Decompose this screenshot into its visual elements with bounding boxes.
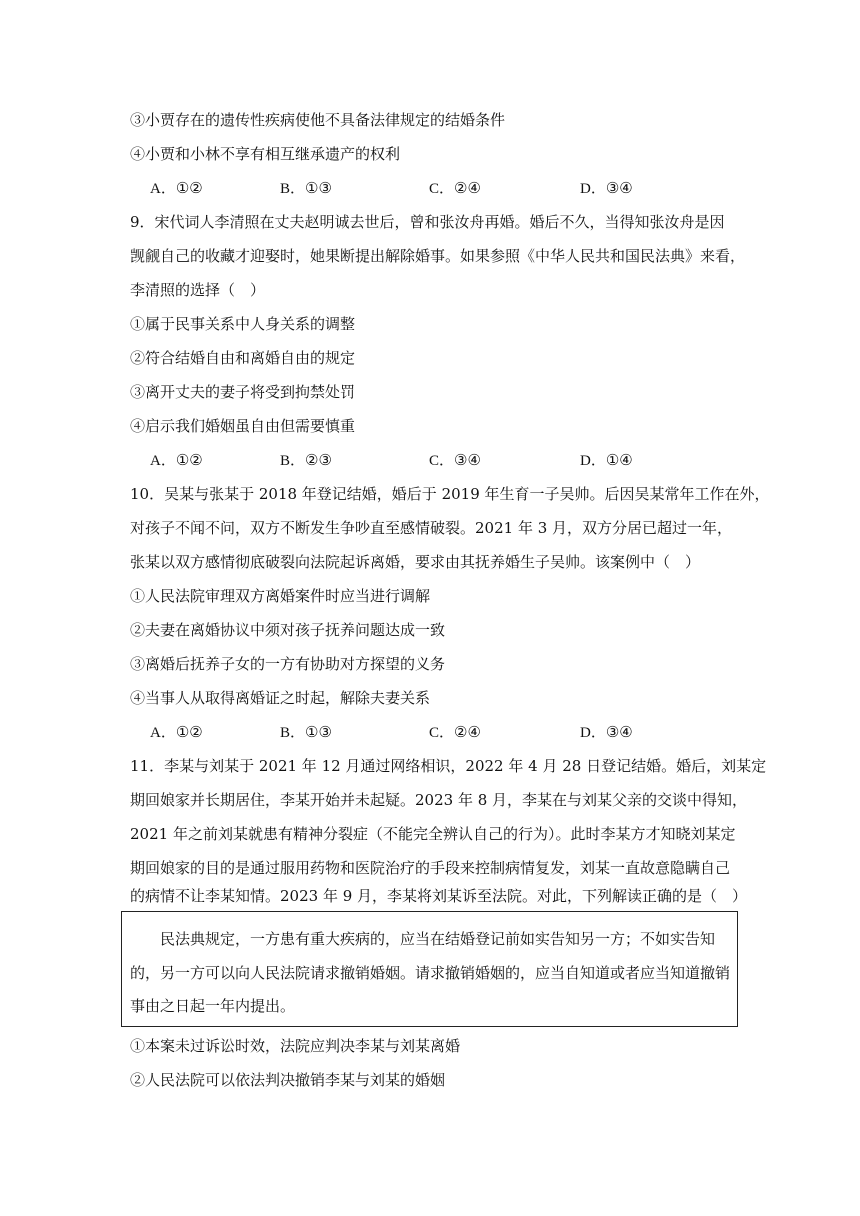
q10-statement-4: ④当事人从取得离婚证之时起，解除夫妻关系 — [130, 689, 431, 707]
q10-options — [130, 722, 750, 742]
q8-option-b[interactable]: B．①③ — [280, 179, 332, 197]
q8-statement-3: ③小贾存在的遗传性疾病使他不具备法律规定的结婚条件 — [130, 111, 506, 129]
q11-stem-line-2: 期回娘家并长期居住，李某开始并未起疑。2023 年 8 月，李某在与刘某父亲的交谈中得知， — [130, 791, 748, 809]
q11-stem-line-5: 的病情不让李某知情。2023 年 9 月，李某将刘某诉至法院。对此，下列解读正确的是（ ） — [130, 887, 748, 905]
q11-statement-2: ②人民法院可以依法判决撤销李某与刘某的婚姻 — [130, 1071, 446, 1089]
q10-stem-line-2: 对孩子不闻不问，双方不断发生争吵直至感情破裂。2021 年 3 月，双方分居已超过一年， — [130, 519, 733, 537]
q9-statement-4: ④启示我们婚姻虽自由但需要慎重 — [130, 417, 356, 435]
q10-option-c[interactable]: C．②④ — [429, 723, 481, 741]
q8-option-c[interactable]: C．②④ — [429, 179, 481, 197]
q8-statement-4: ④小贾和小林不享有相互继承遗产的权利 — [130, 145, 401, 163]
q10-statement-2: ②夫妻在离婚协议中须对孩子抚养问题达成一致 — [130, 621, 446, 639]
q8-options — [130, 178, 750, 198]
q9-option-b[interactable]: B．②③ — [280, 451, 332, 469]
q9-statement-3: ③离开丈夫的妻子将受到拘禁处罚 — [130, 383, 356, 401]
q11-statement-1: ①本案未过诉讼时效，法院应判决李某与刘某离婚 — [130, 1037, 461, 1055]
q10-statement-1: ①人民法院审理双方离婚案件时应当进行调解 — [130, 587, 431, 605]
q10-stem-line-1: 10．吴某与张某于 2018 年登记结婚，婚后于 2019 年生育一子吴帅。后因吴某常年工作在外， — [130, 485, 770, 503]
q9-option-c[interactable]: C．③④ — [429, 451, 481, 469]
q11-material-box — [121, 911, 738, 1027]
q11-material-line-1: 民法典规定，一方患有重大疾病的，应当在结婚登记前如实告知另一方；不如实告知 — [130, 930, 716, 948]
q10-option-d[interactable]: D．③④ — [580, 723, 633, 741]
q10-option-b[interactable]: B．①③ — [280, 723, 332, 741]
q9-option-a[interactable]: A．①② — [150, 451, 203, 469]
q11-stem-line-1: 11．李某与刘某于 2021 年 12 月通过网络相识，2022 年 4 月 28 日登记结婚。婚后，刘某定 — [130, 757, 767, 775]
q9-statement-1: ①属于民事关系中人身关系的调整 — [130, 315, 356, 333]
q11-material-line-3: 事由之日起一年内提出。 — [130, 997, 296, 1015]
q9-statement-2: ②符合结婚自由和离婚自由的规定 — [130, 349, 356, 367]
q9-stem-line-3: 李清照的选择（ ） — [130, 281, 266, 299]
q11-stem-line-4: 期回娘家的目的是通过服用药物和医院治疗的手段来控制病情复发，刘某一直故意隐瞒自己 — [130, 859, 731, 877]
q8-option-d[interactable]: D．③④ — [580, 179, 633, 197]
q10-stem-line-3: 张某以双方感情彻底破裂向法院起诉离婚，要求由其抚养婚生子吴帅。该案例中（ ） — [130, 553, 701, 571]
q8-option-a[interactable]: A．①② — [150, 179, 203, 197]
q9-stem-line-2: 觊觎自己的收藏才迎娶时，她果断提出解除婚事。如果参照《中华人民共和国民法典》来看， — [130, 247, 746, 265]
q10-option-a[interactable]: A．①② — [150, 723, 203, 741]
q9-option-d[interactable]: D．①④ — [580, 451, 633, 469]
q9-options — [130, 450, 750, 470]
q11-material-line-2: 的，另一方可以向人民法院请求撤销婚姻。请求撤销婚姻的，应当自知道或者应当知道撤销 — [130, 964, 731, 982]
q10-statement-3: ③离婚后抚养子女的一方有协助对方探望的义务 — [130, 655, 446, 673]
q9-stem-line-1: 9．宋代词人李清照在丈夫赵明诚去世后，曾和张汝舟再婚。婚后不久，当得知张汝舟是因 — [130, 213, 725, 231]
q11-stem-line-3: 2021 年之前刘某就患有精神分裂症（不能完全辨认自己的行为）。此时李某方才知晓刘某定 — [130, 825, 736, 843]
